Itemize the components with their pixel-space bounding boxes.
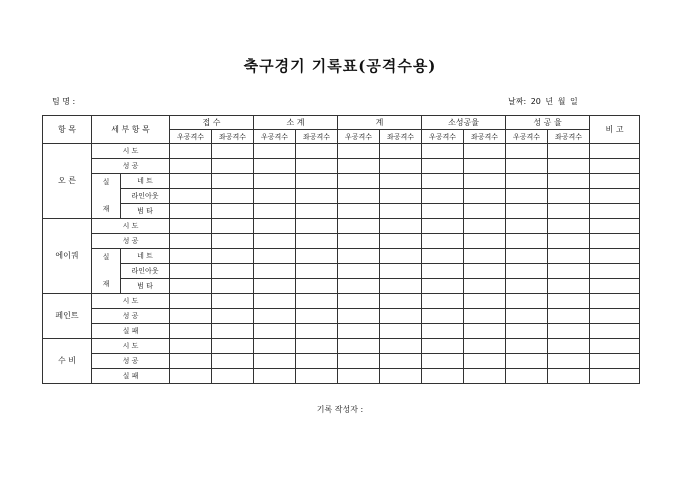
entry-cell[interactable] (212, 264, 254, 279)
entry-cell[interactable] (506, 324, 548, 339)
entry-cell[interactable] (590, 204, 640, 219)
entry-cell[interactable] (212, 249, 254, 264)
entry-cell[interactable] (212, 339, 254, 354)
entry-cell[interactable] (506, 234, 548, 249)
entry-cell[interactable] (380, 219, 422, 234)
entry-cell[interactable] (170, 339, 212, 354)
entry-cell[interactable] (464, 294, 506, 309)
entry-cell[interactable] (380, 324, 422, 339)
entry-cell[interactable] (380, 204, 422, 219)
entry-cell[interactable] (506, 279, 548, 294)
entry-cell[interactable] (548, 204, 590, 219)
entry-cell[interactable] (590, 174, 640, 189)
entry-cell[interactable] (380, 339, 422, 354)
entry-cell[interactable] (212, 204, 254, 219)
header-detail: 세 부 항 목 (92, 116, 170, 144)
detail-label: 성 공 (92, 354, 170, 369)
entry-cell[interactable] (338, 339, 380, 354)
entry-cell[interactable] (548, 174, 590, 189)
table-row (43, 159, 640, 174)
table-row (43, 279, 640, 294)
header-group: 계 (338, 116, 422, 130)
entry-cell[interactable] (380, 234, 422, 249)
entry-cell[interactable] (464, 204, 506, 219)
header-group: 성 공 율 (506, 116, 590, 130)
entry-cell[interactable] (338, 294, 380, 309)
entry-cell[interactable] (338, 249, 380, 264)
entry-cell[interactable] (422, 324, 464, 339)
entry-cell[interactable] (296, 354, 338, 369)
entry-cell[interactable] (506, 354, 548, 369)
entry-cell[interactable] (380, 189, 422, 204)
entry-cell[interactable] (212, 354, 254, 369)
table-row (43, 294, 640, 309)
detail-label: 시 도 (92, 144, 170, 159)
entry-cell[interactable] (590, 159, 640, 174)
category-label: 오 른 (43, 144, 92, 219)
entry-cell[interactable] (296, 294, 338, 309)
entry-cell[interactable] (170, 234, 212, 249)
entry-cell[interactable] (548, 159, 590, 174)
header-sub: 좌공격수 (380, 130, 422, 144)
entry-cell[interactable] (296, 174, 338, 189)
form-title: 축구경기 기록표(공격수용) (243, 57, 437, 75)
entry-cell[interactable] (296, 234, 338, 249)
entry-cell[interactable] (548, 189, 590, 204)
entry-cell[interactable] (380, 294, 422, 309)
entry-cell[interactable] (464, 309, 506, 324)
entry-cell[interactable] (506, 174, 548, 189)
entry-cell[interactable] (422, 339, 464, 354)
fail-item-label: 라인아웃 (121, 189, 170, 204)
entry-cell[interactable] (254, 354, 296, 369)
entry-cell[interactable] (464, 159, 506, 174)
table-row (43, 264, 640, 279)
entry-cell[interactable] (590, 234, 640, 249)
header-remark: 비 고 (590, 116, 640, 144)
entry-cell[interactable] (170, 144, 212, 159)
table-row (43, 219, 640, 234)
entry-cell[interactable] (170, 264, 212, 279)
team-name-label: 팀 명 : (52, 97, 76, 106)
fail-group-top: 실 (102, 178, 110, 186)
entry-cell[interactable] (296, 279, 338, 294)
header-sub: 좌공격수 (548, 130, 590, 144)
entry-cell[interactable] (170, 174, 212, 189)
entry-cell[interactable] (254, 249, 296, 264)
table-row (43, 369, 640, 384)
entry-cell[interactable] (338, 369, 380, 384)
entry-cell[interactable] (590, 279, 640, 294)
entry-cell[interactable] (296, 189, 338, 204)
record-table (42, 115, 640, 384)
detail-label: 시 도 (92, 294, 170, 309)
entry-cell[interactable] (506, 264, 548, 279)
entry-cell[interactable] (296, 204, 338, 219)
entry-cell[interactable] (548, 294, 590, 309)
table-row (43, 144, 640, 159)
table-row (43, 204, 640, 219)
entry-cell[interactable] (422, 249, 464, 264)
entry-cell[interactable] (464, 324, 506, 339)
detail-label: 시 도 (92, 339, 170, 354)
entry-cell[interactable] (338, 234, 380, 249)
entry-cell[interactable] (422, 144, 464, 159)
entry-cell[interactable] (590, 249, 640, 264)
fail-item-label: 네 트 (121, 249, 170, 264)
entry-cell[interactable] (464, 144, 506, 159)
entry-cell[interactable] (254, 339, 296, 354)
entry-cell[interactable] (338, 354, 380, 369)
entry-cell[interactable] (296, 324, 338, 339)
entry-cell[interactable] (506, 309, 548, 324)
entry-cell[interactable] (380, 354, 422, 369)
entry-cell[interactable] (548, 279, 590, 294)
entry-cell[interactable] (506, 189, 548, 204)
entry-cell[interactable] (422, 159, 464, 174)
entry-cell[interactable] (170, 249, 212, 264)
entry-cell[interactable] (170, 354, 212, 369)
header-sub: 좌공격수 (296, 130, 338, 144)
entry-cell[interactable] (548, 339, 590, 354)
fail-group-label (92, 174, 121, 219)
entry-cell[interactable] (170, 159, 212, 174)
entry-cell[interactable] (254, 309, 296, 324)
entry-cell[interactable] (548, 309, 590, 324)
entry-cell[interactable] (422, 369, 464, 384)
date-label: 날짜: 20 년 월 일 (508, 97, 578, 106)
entry-cell[interactable] (380, 264, 422, 279)
header-sub: 우공격수 (338, 130, 380, 144)
recorder-label: 기록 작성자 : (316, 405, 364, 414)
entry-cell[interactable] (296, 144, 338, 159)
entry-cell[interactable] (548, 369, 590, 384)
entry-cell[interactable] (464, 354, 506, 369)
header-sub: 좌공격수 (464, 130, 506, 144)
header-group: 소성공율 (422, 116, 506, 130)
entry-cell[interactable] (422, 234, 464, 249)
detail-label: 실 패 (92, 324, 170, 339)
entry-cell[interactable] (506, 204, 548, 219)
entry-cell[interactable] (380, 249, 422, 264)
entry-cell[interactable] (464, 369, 506, 384)
entry-cell[interactable] (380, 369, 422, 384)
entry-cell[interactable] (254, 189, 296, 204)
table-row (43, 324, 640, 339)
entry-cell[interactable] (212, 324, 254, 339)
entry-cell[interactable] (296, 264, 338, 279)
entry-cell[interactable] (422, 294, 464, 309)
entry-cell[interactable] (506, 159, 548, 174)
entry-cell[interactable] (254, 279, 296, 294)
entry-cell[interactable] (590, 354, 640, 369)
entry-cell[interactable] (464, 234, 506, 249)
entry-cell[interactable] (422, 219, 464, 234)
header-group: 소 계 (254, 116, 338, 130)
entry-cell[interactable] (254, 369, 296, 384)
entry-cell[interactable] (464, 339, 506, 354)
entry-cell[interactable] (590, 324, 640, 339)
entry-cell[interactable] (170, 279, 212, 294)
category-label: 에이쿼 (43, 219, 92, 294)
table-row (43, 234, 640, 249)
entry-cell[interactable] (212, 189, 254, 204)
entry-cell[interactable] (170, 369, 212, 384)
detail-label: 시 도 (92, 219, 170, 234)
entry-cell[interactable] (590, 309, 640, 324)
fail-group-bottom: 재 (102, 280, 110, 288)
entry-cell[interactable] (422, 264, 464, 279)
entry-cell[interactable] (590, 219, 640, 234)
header-sub: 우공격수 (506, 130, 548, 144)
fail-item-label: 범 타 (121, 204, 170, 219)
entry-cell[interactable] (338, 324, 380, 339)
entry-cell[interactable] (254, 324, 296, 339)
table-row (43, 189, 640, 204)
table-row (43, 354, 640, 369)
entry-cell[interactable] (464, 249, 506, 264)
entry-cell[interactable] (590, 369, 640, 384)
entry-cell[interactable] (296, 339, 338, 354)
entry-cell[interactable] (296, 309, 338, 324)
entry-cell[interactable] (212, 234, 254, 249)
entry-cell[interactable] (548, 324, 590, 339)
entry-cell[interactable] (212, 219, 254, 234)
entry-cell[interactable] (548, 144, 590, 159)
entry-cell[interactable] (212, 369, 254, 384)
table-row (43, 249, 640, 264)
fail-group-top: 실 (102, 253, 110, 261)
entry-cell[interactable] (464, 264, 506, 279)
entry-cell[interactable] (170, 294, 212, 309)
entry-cell[interactable] (548, 234, 590, 249)
entry-cell[interactable] (590, 339, 640, 354)
entry-cell[interactable] (590, 294, 640, 309)
entry-cell[interactable] (296, 369, 338, 384)
entry-cell[interactable] (590, 264, 640, 279)
header-item: 항 목 (43, 116, 92, 144)
entry-cell[interactable] (506, 369, 548, 384)
entry-cell[interactable] (170, 189, 212, 204)
fail-group-label (92, 249, 121, 294)
entry-cell[interactable] (212, 309, 254, 324)
entry-cell[interactable] (506, 339, 548, 354)
detail-label: 성 공 (92, 309, 170, 324)
entry-cell[interactable] (380, 174, 422, 189)
header-sub: 우공격수 (254, 130, 296, 144)
fail-item-label: 라인아웃 (121, 264, 170, 279)
entry-cell[interactable] (212, 174, 254, 189)
entry-cell[interactable] (338, 204, 380, 219)
fail-item-label: 네 트 (121, 174, 170, 189)
entry-cell[interactable] (464, 279, 506, 294)
header-row-1 (43, 116, 640, 130)
entry-cell[interactable] (464, 189, 506, 204)
entry-cell[interactable] (548, 249, 590, 264)
entry-cell[interactable] (506, 294, 548, 309)
entry-cell[interactable] (254, 219, 296, 234)
entry-cell[interactable] (422, 174, 464, 189)
table-row (43, 339, 640, 354)
detail-label: 실 패 (92, 369, 170, 384)
entry-cell[interactable] (380, 279, 422, 294)
entry-cell[interactable] (422, 309, 464, 324)
table-row (43, 174, 640, 189)
header-sub: 우공격수 (170, 130, 212, 144)
entry-cell[interactable] (170, 324, 212, 339)
entry-cell[interactable] (422, 279, 464, 294)
entry-cell[interactable] (254, 294, 296, 309)
entry-cell[interactable] (380, 144, 422, 159)
entry-cell[interactable] (212, 144, 254, 159)
fail-group-bottom: 재 (102, 205, 110, 213)
entry-cell[interactable] (338, 309, 380, 324)
entry-cell[interactable] (380, 309, 422, 324)
entry-cell[interactable] (338, 279, 380, 294)
category-label: 수 비 (43, 339, 92, 384)
entry-cell[interactable] (422, 204, 464, 219)
entry-cell[interactable] (254, 234, 296, 249)
entry-cell[interactable] (170, 309, 212, 324)
header-group: 접 수 (170, 116, 254, 130)
entry-cell[interactable] (212, 159, 254, 174)
entry-cell[interactable] (254, 159, 296, 174)
entry-cell[interactable] (338, 219, 380, 234)
entry-cell[interactable] (254, 144, 296, 159)
entry-cell[interactable] (296, 249, 338, 264)
entry-cell[interactable] (422, 189, 464, 204)
entry-cell[interactable] (296, 159, 338, 174)
entry-cell[interactable] (506, 219, 548, 234)
entry-cell[interactable] (590, 144, 640, 159)
entry-cell[interactable] (338, 174, 380, 189)
table-row (43, 309, 640, 324)
entry-cell[interactable] (212, 294, 254, 309)
entry-cell[interactable] (338, 264, 380, 279)
header-sub: 좌공격수 (212, 130, 254, 144)
entry-cell[interactable] (548, 264, 590, 279)
entry-cell[interactable] (380, 159, 422, 174)
entry-cell[interactable] (296, 219, 338, 234)
fail-item-label: 범 타 (121, 279, 170, 294)
entry-cell[interactable] (506, 144, 548, 159)
entry-cell[interactable] (254, 204, 296, 219)
header-sub: 우공격수 (422, 130, 464, 144)
entry-cell[interactable] (464, 174, 506, 189)
entry-cell[interactable] (338, 159, 380, 174)
entry-cell[interactable] (422, 354, 464, 369)
entry-cell[interactable] (212, 279, 254, 294)
category-label: 페인트 (43, 294, 92, 339)
entry-cell[interactable] (506, 249, 548, 264)
entry-cell[interactable] (548, 354, 590, 369)
entry-cell[interactable] (548, 219, 590, 234)
entry-cell[interactable] (590, 189, 640, 204)
detail-label: 성 공 (92, 234, 170, 249)
detail-label: 성 공 (92, 159, 170, 174)
entry-cell[interactable] (338, 189, 380, 204)
entry-cell[interactable] (464, 219, 506, 234)
entry-cell[interactable] (254, 264, 296, 279)
entry-cell[interactable] (170, 219, 212, 234)
entry-cell[interactable] (254, 174, 296, 189)
entry-cell[interactable] (170, 204, 212, 219)
entry-cell[interactable] (338, 144, 380, 159)
